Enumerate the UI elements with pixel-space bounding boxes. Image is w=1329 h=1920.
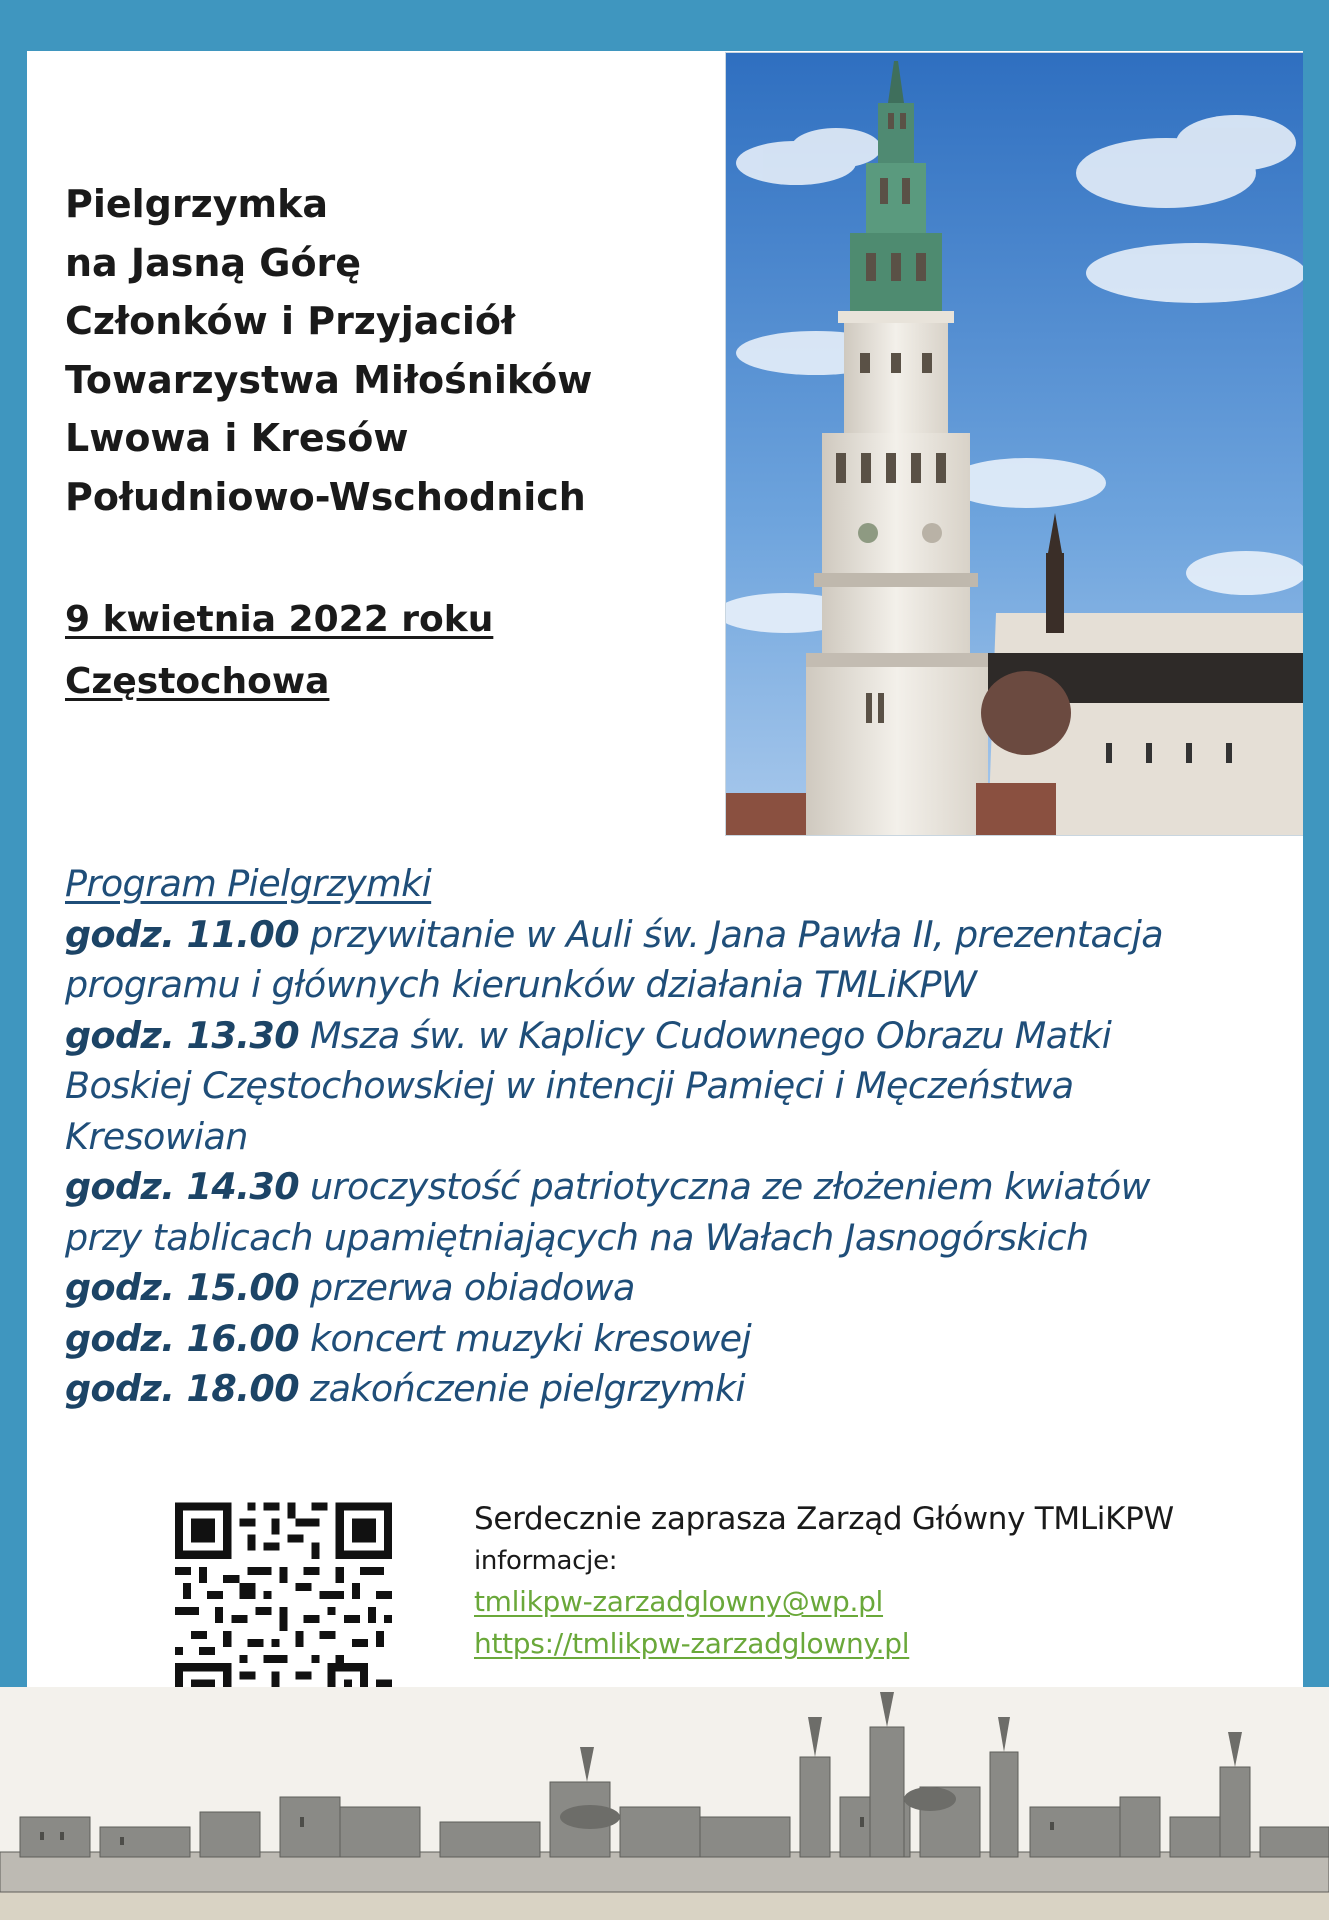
program-text: uroczystość patriotyczna ze złożeniem kwiatów xyxy=(299,1165,1150,1208)
event-place: Częstochowa xyxy=(65,661,330,702)
program-text: przy tablicach upamiętniających na Wałach Jasnogórskich xyxy=(65,1215,1089,1259)
program-text: koncert muzyki kresowej xyxy=(299,1316,751,1360)
title-line: Towarzystwa Miłośników xyxy=(65,357,593,402)
program-line xyxy=(65,1314,1265,1365)
tower-photo xyxy=(725,52,1303,836)
program-text: zakończenie pielgrzymki xyxy=(299,1367,746,1410)
program-time: godz. 13.30 xyxy=(65,1013,300,1057)
program-text: przywitanie w Auli św. Jana Pawła II, prezentacja xyxy=(299,912,1164,956)
program-time: godz. 14.30 xyxy=(65,1165,300,1208)
program-line xyxy=(65,960,1265,1011)
invite-text: Serdecznie zaprasza Zarząd Główny TMLiKPW xyxy=(474,1501,1174,1537)
title-line: Południowo-Wschodnich xyxy=(65,474,586,519)
event-date: 9 kwietnia 2022 roku xyxy=(65,599,494,640)
title-line: na Jasną Górę xyxy=(65,240,362,285)
title-line: Członków i Przyjaciół xyxy=(65,299,516,343)
program-line xyxy=(65,1364,1265,1415)
event-when xyxy=(65,589,493,713)
program-text: Boskiej Częstochowskiej w intencji Pamięci i Męczeństwa xyxy=(65,1064,1074,1107)
title-line: Lwowa i Kresów xyxy=(65,416,409,460)
poster-sheet xyxy=(27,51,1303,1920)
invitation-block xyxy=(474,1498,1174,1665)
program-line xyxy=(65,1112,1265,1163)
program-heading: Program Pielgrzymki xyxy=(65,862,432,905)
program-text: Kresowian xyxy=(65,1114,248,1158)
program-line xyxy=(65,1213,1265,1264)
program-time: godz. 16.00 xyxy=(65,1316,300,1360)
program-text: przerwa obiadowa xyxy=(299,1266,635,1309)
program-time: godz. 18.00 xyxy=(65,1367,300,1410)
poster-title xyxy=(65,175,705,526)
city-skyline-illustration xyxy=(0,1687,1329,1920)
program-section xyxy=(65,859,1265,1415)
program-line xyxy=(65,910,1265,961)
program-line xyxy=(65,1011,1265,1062)
program-line xyxy=(65,1061,1265,1112)
program-text: Msza św. w Kaplicy Cudownego Obrazu Matki xyxy=(299,1013,1112,1057)
title-line: Pielgrzymka xyxy=(65,182,329,226)
program-time: godz. 11.00 xyxy=(65,912,300,956)
program-text: programu i głównych kierunków działania TMLiKPW xyxy=(65,963,977,1006)
program-time: godz. 15.00 xyxy=(65,1266,300,1309)
website-link[interactable]: https://tmlikpw-zarzadglowny.pl xyxy=(474,1627,910,1660)
info-label: informacje: xyxy=(474,1546,618,1576)
program-line xyxy=(65,1263,1265,1314)
program-line xyxy=(65,1162,1265,1213)
email-link[interactable]: tmlikpw-zarzadglowny@wp.pl xyxy=(474,1585,884,1618)
